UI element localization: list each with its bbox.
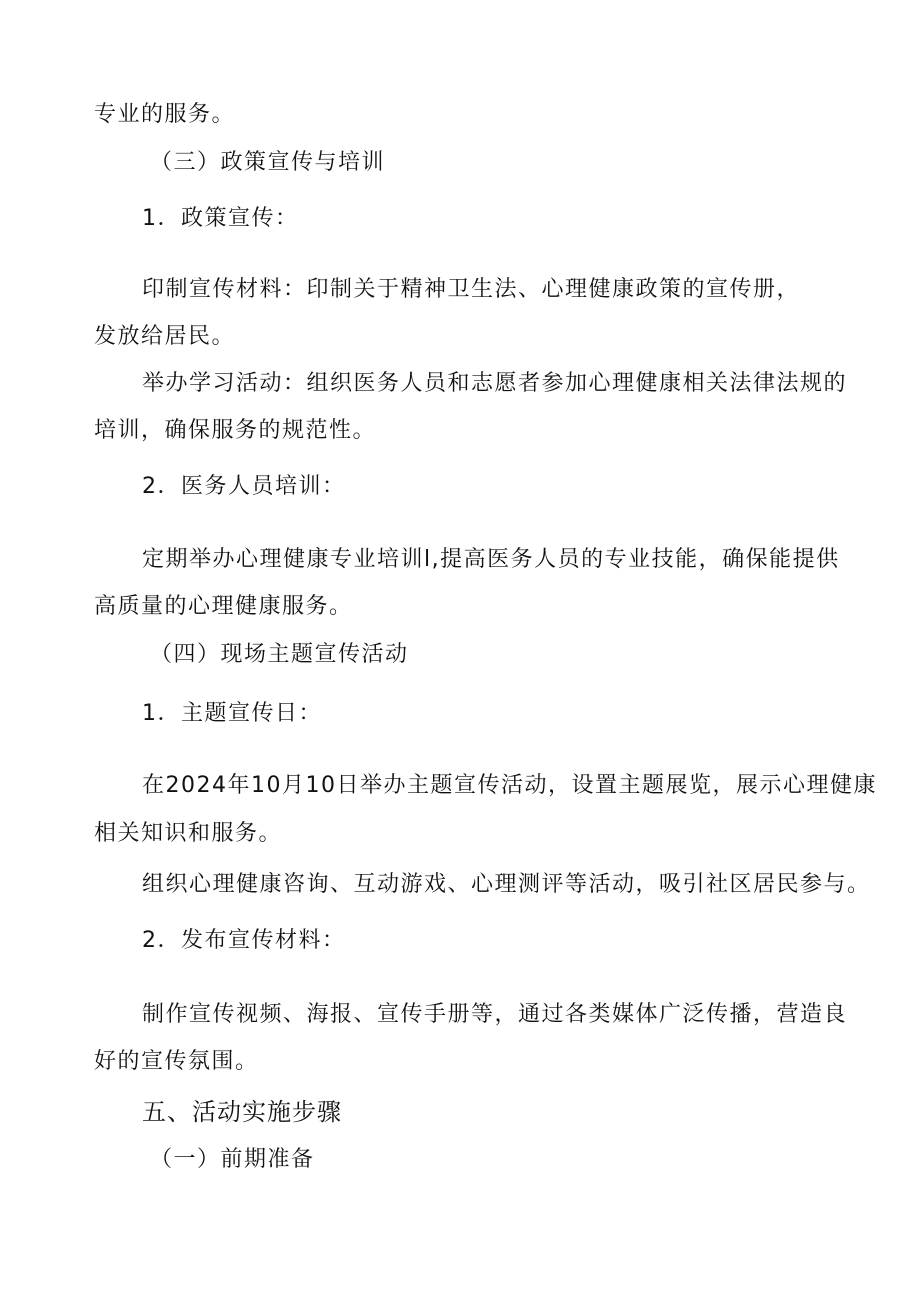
subsection-heading: （三）政策宣传与培训 [150, 150, 386, 175]
item-heading: 1．政策宣传： [142, 206, 299, 231]
paragraph-line: 在2024年10月10日举办主题宣传活动，设置主题展览，展示心理健康 [142, 773, 877, 798]
item-heading: 2．医务人员培训： [142, 474, 346, 499]
paragraph-line: 发放给居民。 [94, 324, 236, 349]
paragraph-line: 相关知识和服务。 [94, 821, 283, 846]
paragraph-line: 高质量的心理健康服务。 [94, 594, 353, 619]
paragraph-line: 组织心理健康咨询、互动游戏、心理测评等活动，吸引社区居民参与。 [142, 872, 871, 897]
section-heading: 五、活动实施步骤 [142, 1098, 342, 1126]
paragraph-line: 印制宣传材料：印制关于精神卫生法、心理健康政策的宣传册， [142, 277, 801, 302]
paragraph-line: 好的宣传氛围。 [94, 1049, 259, 1074]
paragraph-line: 举办学习活动：组织医务人员和志愿者参加心理健康相关法律法规的 [142, 371, 848, 396]
paragraph-line: 专业的服务。 [94, 102, 236, 127]
paragraph-line: 培训，确保服务的规范性。 [94, 418, 377, 443]
paragraph-line: 制作宣传视频、海报、宣传手册等，通过各类媒体广泛传播，营造良 [142, 1002, 848, 1027]
item-heading: 2．发布宣传材料： [142, 928, 346, 953]
subsection-heading: （四）现场主题宣传活动 [150, 642, 409, 667]
paragraph-line: 定期举办心理健康专业培训l,提高医务人员的专业技能，确保能提供 [142, 547, 840, 572]
subsection-heading: （一）前期准备 [150, 1147, 315, 1172]
item-heading: 1．主题宣传日： [142, 701, 322, 726]
